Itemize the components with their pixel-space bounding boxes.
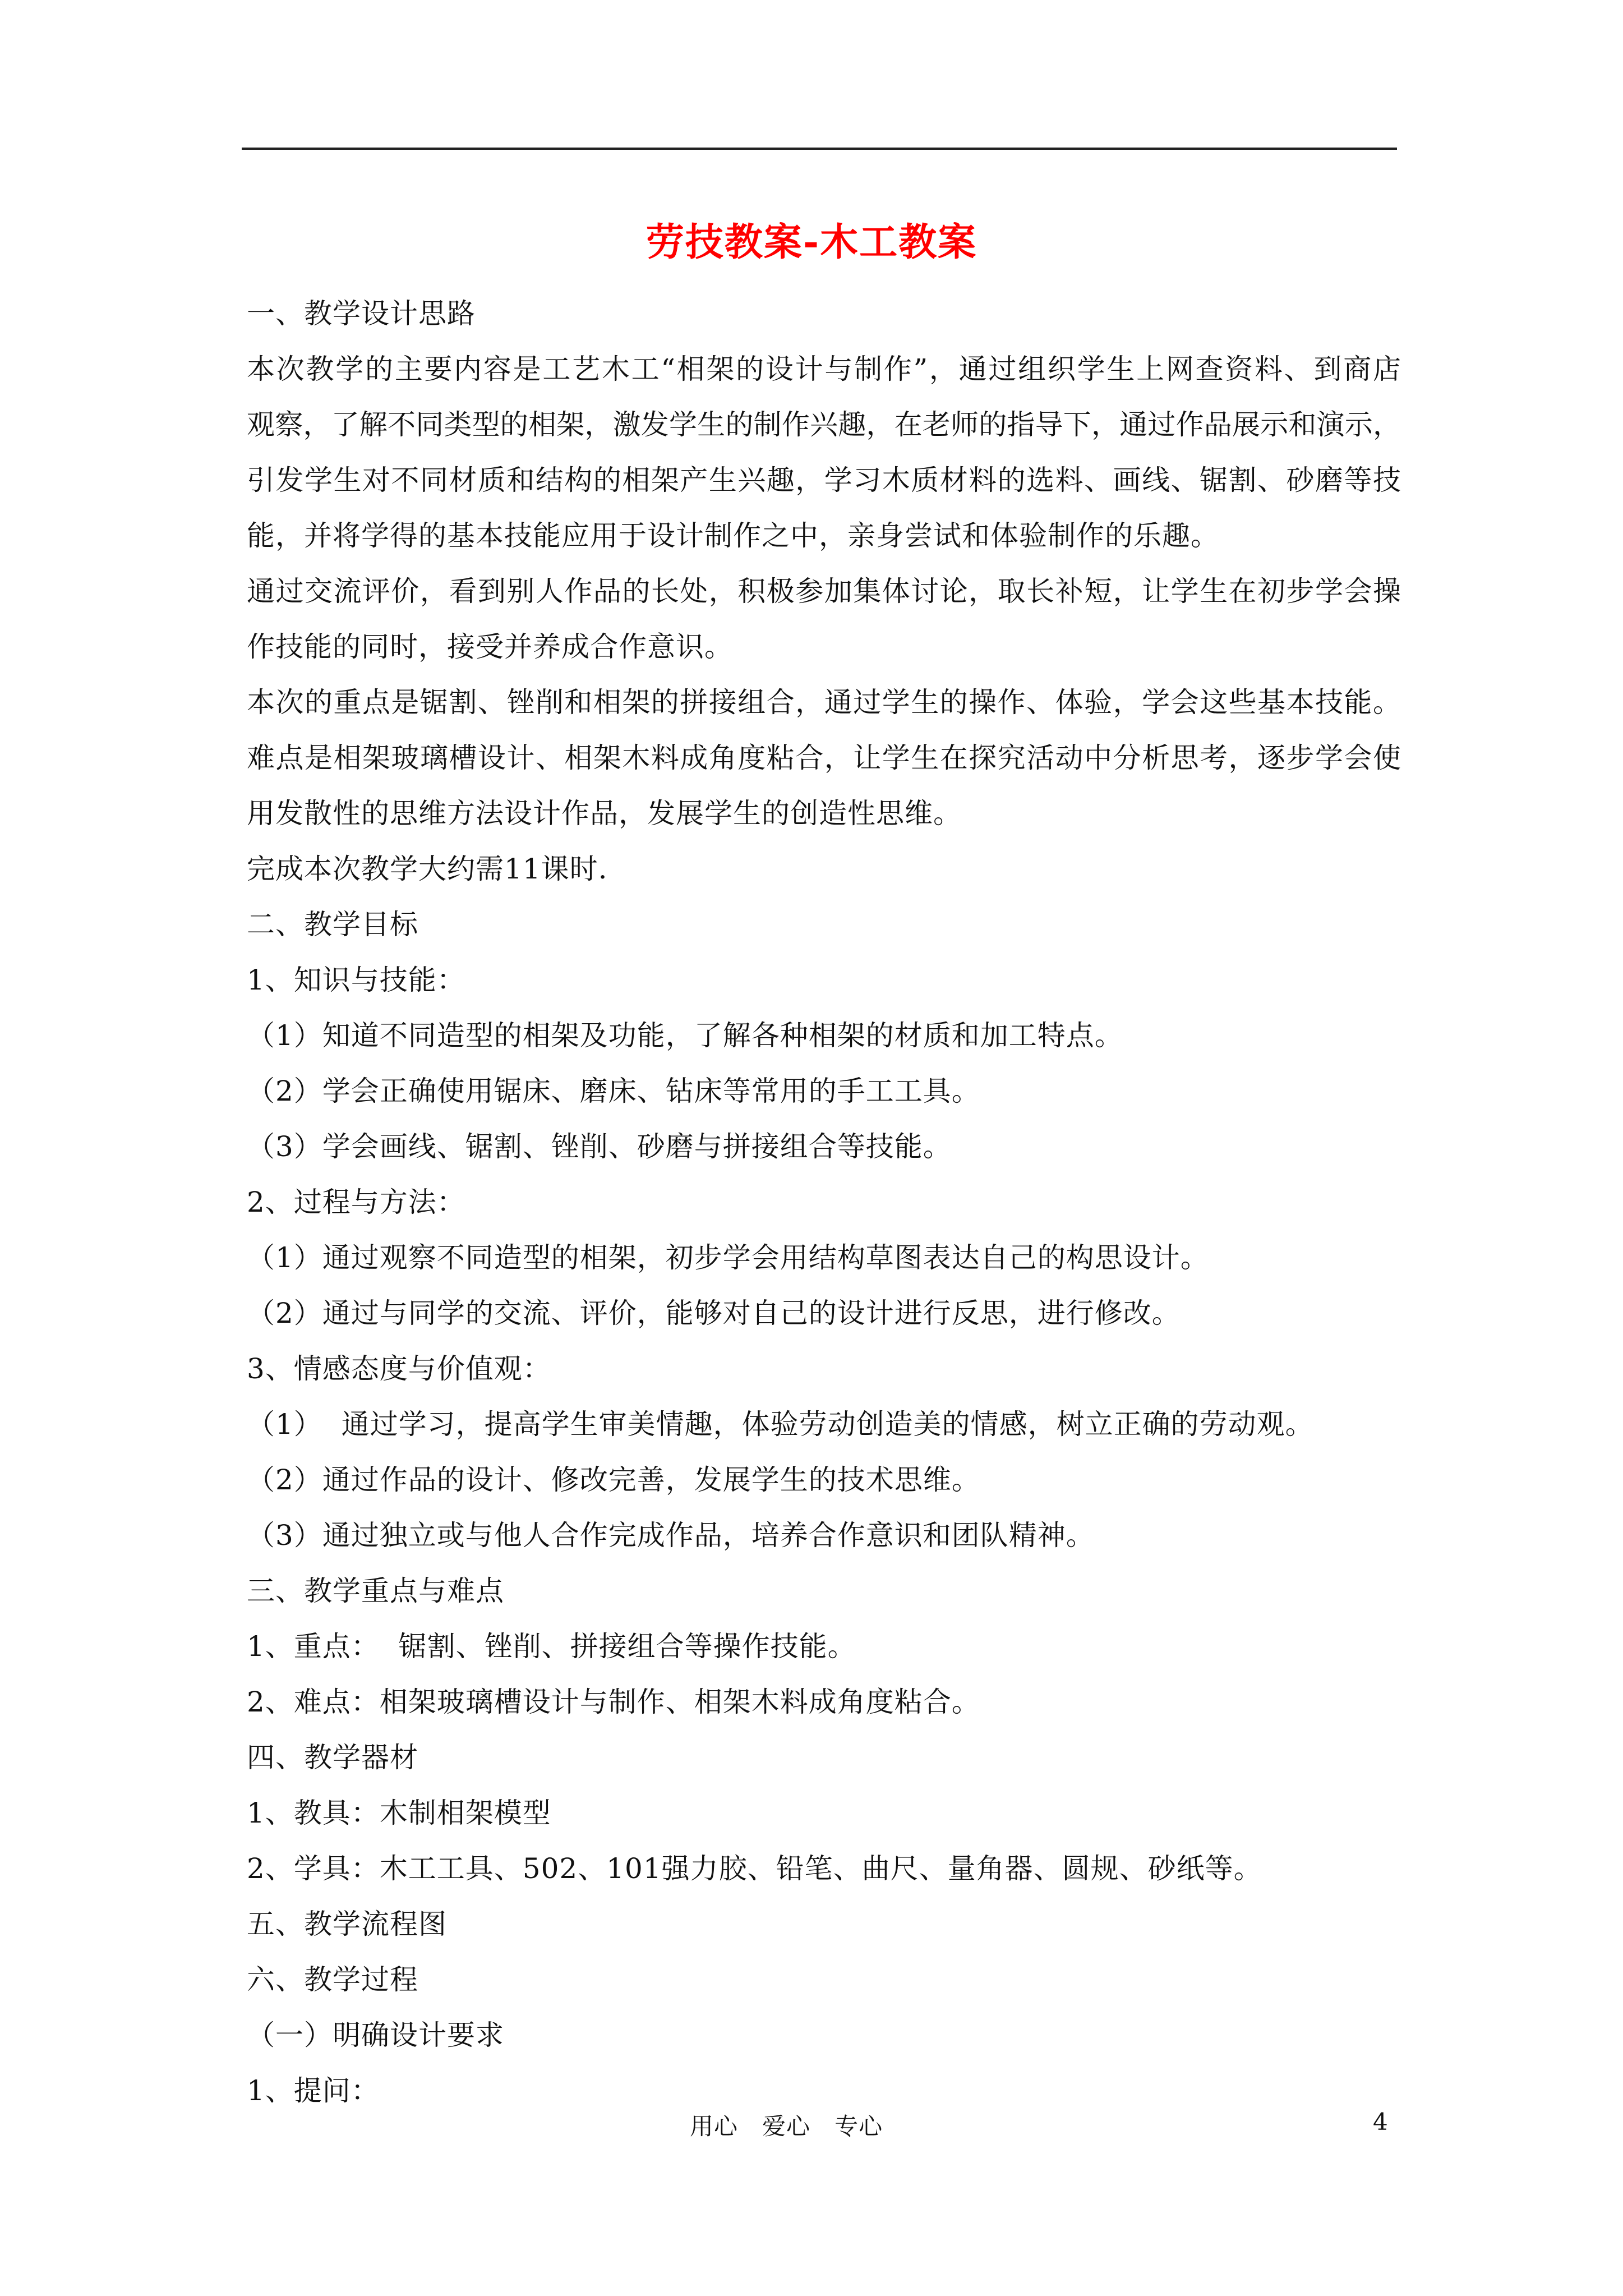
paragraph-line: 通过交流评价，看到别人作品的长处，积极参加集体讨论，取长补短，让学生在初步学会操	[247, 575, 1401, 608]
list-item: （2）学会正确使用锯床、磨床、钻床等常用的手工工具。	[247, 1075, 980, 1107]
list-item: （1）知道不同造型的相架及功能，了解各种相架的材质和加工特点。	[247, 1019, 1123, 1052]
list-item: 2、难点：相架玻璃槽设计与制作、相架木料成角度粘合。	[247, 1686, 980, 1718]
section-heading: 一、教学设计思路	[247, 297, 476, 330]
document-body	[247, 286, 1401, 2119]
list-item: （1）通过观察不同造型的相架，初步学会用结构草图表达自己的构思设计。	[247, 1241, 1209, 1274]
paragraph-line: 能，并将学得的基本技能应用于设计制作之中，亲身尝试和体验制作的乐趣。	[247, 519, 1219, 552]
paragraph-line: 完成本次教学大约需11课时.	[247, 853, 608, 885]
section-heading: 五、教学流程图	[247, 1908, 447, 1940]
list-item: 1、教具：木制相架模型	[247, 1797, 551, 1829]
list-item: （1） 通过学习，提高学生审美情趣，体验劳动创造美的情感，树立正确的劳动观。	[247, 1408, 1314, 1441]
list-item: （3）通过独立或与他人合作完成作品，培养合作意识和团队精神。	[247, 1519, 1095, 1552]
section-heading: 三、教学重点与难点	[247, 1575, 504, 1607]
list-item: 1、重点： 锯割、锉削、拼接组合等操作技能。	[247, 1630, 856, 1663]
paragraph-line: 作技能的同时，接受并养成合作意识。	[247, 631, 733, 663]
paragraph-line: 观察，了解不同类型的相架，激发学生的制作兴趣，在老师的指导下，通过作品展示和演示，	[247, 408, 1401, 441]
subsection-heading: 3、情感态度与价值观：	[247, 1352, 551, 1385]
list-item: （2）通过作品的设计、修改完善，发展学生的技术思维。	[247, 1464, 980, 1496]
header-rule	[242, 148, 1397, 150]
paragraph-line: 本次的重点是锯割、锉削和相架的拼接组合，通过学生的操作、体验，学会这些基本技能。	[247, 686, 1401, 719]
section-heading: 六、教学过程	[247, 1963, 418, 1996]
list-item: （3）学会画线、锯割、锉削、砂磨与拼接组合等技能。	[247, 1130, 952, 1163]
list-item: （2）通过与同学的交流、评价，能够对自己的设计进行反思，进行修改。	[247, 1297, 1181, 1329]
page-number: 4	[1373, 2108, 1388, 2136]
paragraph-line: 本次教学的主要内容是工艺木工“相架的设计与制作”，通过组织学生上网查资料、到商店	[247, 353, 1401, 385]
subsection-heading: （一）明确设计要求	[247, 2019, 504, 2051]
footer-motto: 用心 爱心 专心	[690, 2113, 883, 2140]
subsection-heading: 2、过程与方法：	[247, 1186, 465, 1218]
list-item: 1、提问：	[247, 2074, 380, 2107]
paragraph-line: 引发学生对不同材质和结构的相架产生兴趣，学习木质材料的选料、画线、锯割、砂磨等技	[247, 464, 1401, 496]
section-heading: 二、教学目标	[247, 908, 418, 941]
list-item: 2、学具：木工工具、502、101强力胶、铅笔、曲尺、量角器、圆规、砂纸等。	[247, 1852, 1262, 1885]
paragraph-line: 难点是相架玻璃槽设计、相架木料成角度粘合，让学生在探究活动中分析思考，逐步学会使	[247, 742, 1401, 774]
subsection-heading: 1、知识与技能：	[247, 964, 465, 996]
document-title: 劳技教案-木工教案	[645, 220, 978, 265]
section-heading: 四、教学器材	[247, 1741, 418, 1774]
paragraph-line: 用发散性的思维方法设计作品，发展学生的创造性思维。	[247, 797, 962, 830]
